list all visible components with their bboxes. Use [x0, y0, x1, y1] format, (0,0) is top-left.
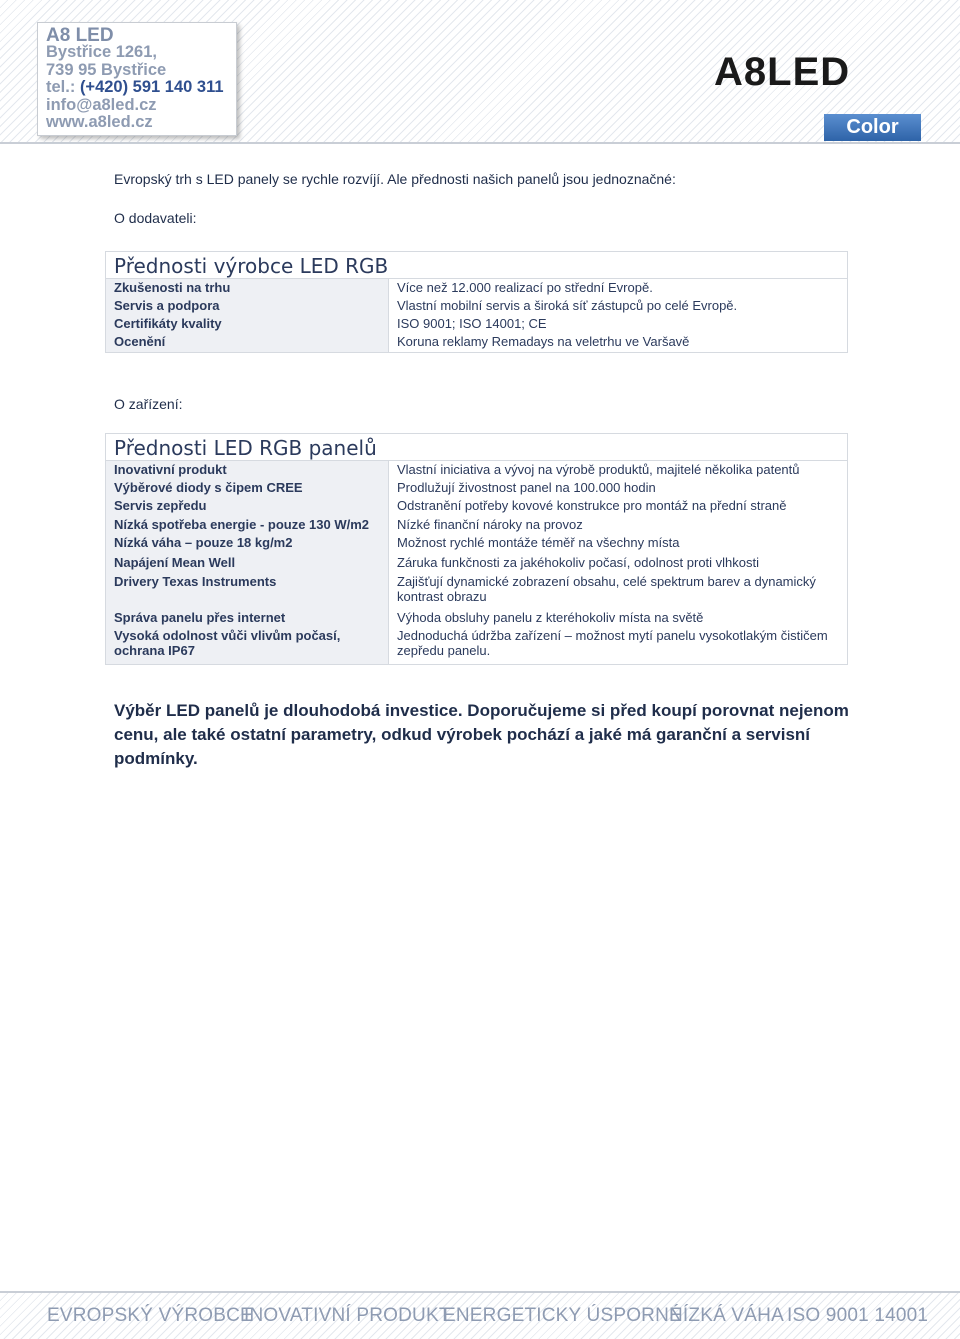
- row-label: Vysoká odolnost vůči vlivům počasí, ochrana IP67: [106, 627, 389, 664]
- table-row: [106, 315, 847, 333]
- device-heading: O zařízení:: [114, 396, 183, 412]
- footer-item: NÍZKÁ VÁHA: [669, 1305, 784, 1326]
- row-value: Více než 12.000 realizací po střední Evropě.: [397, 280, 653, 295]
- row-value: Vlastní iniciativa a vývoj na výrobě produktů, majitelé několika patentů: [397, 462, 800, 477]
- row-value: Zajišťují dynamické zobrazení obsahu, celé spektrum barev a dynamický kontrast obrazu: [397, 574, 816, 604]
- supplier-table: [105, 251, 848, 353]
- footer-item: ENERGETICKY ÚSPORNÉ: [443, 1305, 682, 1326]
- supplier-heading: O dodavateli:: [114, 210, 197, 226]
- row-label: Nízká váha – pouze 18 kg/m2: [106, 534, 389, 554]
- row-label: Inovativní produkt: [106, 461, 389, 479]
- row-label: Certifikáty kvality: [106, 315, 389, 333]
- row-label: Zkušenosti na trhu: [106, 279, 389, 297]
- row-label: Servis zepředu: [106, 497, 389, 516]
- contact-street: Bystřice 1261,: [46, 43, 157, 62]
- device-table-title: Přednosti LED RGB panelů: [106, 434, 847, 461]
- row-label: Drivery Texas Instruments: [106, 573, 389, 609]
- footer-item: INOVATIVNÍ PRODUKT: [244, 1305, 451, 1326]
- table-row: [106, 497, 847, 516]
- row-label: Správa panelu přes internet: [106, 609, 389, 627]
- table-row: [106, 534, 847, 554]
- device-table: [105, 433, 848, 665]
- brand-logo: A8LED: [714, 50, 851, 94]
- row-value: Možnost rychlé montáže téměř na všechny místa: [397, 535, 680, 550]
- footer-item: ISO 9001 14001: [787, 1305, 929, 1326]
- table-row: [106, 573, 847, 609]
- row-value: Koruna reklamy Remadays na veletrhu ve Varšavě: [397, 334, 690, 349]
- logo-color-tag: Color: [824, 114, 921, 141]
- table-row: [106, 627, 847, 664]
- table-row: [106, 461, 847, 479]
- table-row: [106, 333, 847, 352]
- table-row: [106, 479, 847, 497]
- row-value: ISO 9001; ISO 14001; CE: [397, 316, 547, 331]
- row-label: Servis a podpora: [106, 297, 389, 315]
- intro-text: Evropský trh s LED panely se rychle rozvíjí. Ale přednosti našich panelů jsou jednoznačné:: [114, 171, 676, 187]
- contact-phone-number[interactable]: (+420) 591 140 311: [79, 78, 224, 97]
- row-value: Jednoduchá údržba zařízení – možnost mytí panelu vysokotlakým čističem zepředu panelu.: [397, 628, 828, 658]
- contact-phone-label: tel.:: [46, 78, 76, 97]
- row-value: Odstranění potřeby kovové konstrukce pro montáž na přední straně: [397, 498, 787, 513]
- table-row: [106, 279, 847, 297]
- contact-email[interactable]: info@a8led.cz: [46, 95, 157, 114]
- row-value: Vlastní mobilní servis a široká síť zástupců po celé Evropě.: [397, 298, 738, 313]
- contact-web[interactable]: www.a8led.cz: [46, 113, 153, 132]
- table-row: [106, 297, 847, 315]
- row-value: Výhoda obsluhy panelu z kteréhokoliv místa na světě: [397, 610, 704, 625]
- contact-company: A8 LED: [46, 25, 114, 46]
- row-label: Ocenění: [106, 333, 389, 352]
- contact-city: 739 95 Bystřice: [46, 60, 167, 79]
- footer-item: EVROPSKÝ VÝROBCE: [47, 1305, 253, 1326]
- row-value: Záruka funkčnosti za jakéhokoliv počasí, odolnost proti vlhkosti: [397, 555, 760, 570]
- row-value: Nízké finanční nároky na provoz: [397, 517, 583, 532]
- table-row: [106, 554, 847, 573]
- row-value: Prodlužují živostnost panel na 100.000 hodin: [397, 480, 656, 495]
- table-row: [106, 516, 847, 534]
- supplier-table-title: Přednosti výrobce LED RGB: [106, 252, 847, 279]
- row-label: Napájení Mean Well: [106, 554, 389, 573]
- closing-paragraph: Výběr LED panelů je dlouhodobá investice. Doporučujeme si před koupí porovnat nejenom cenu, ale také ostatní parametry, odkud výrobek pochází a jaké má garanční a servisní podmínky.: [114, 701, 849, 768]
- row-label: Výběrové diody s čipem CREE: [106, 479, 389, 497]
- contact-phone: [46, 79, 228, 96]
- contact-card: [37, 22, 237, 136]
- table-row: [106, 609, 847, 627]
- row-label: Nízká spotřeba energie - pouze 130 W/m2: [106, 516, 389, 534]
